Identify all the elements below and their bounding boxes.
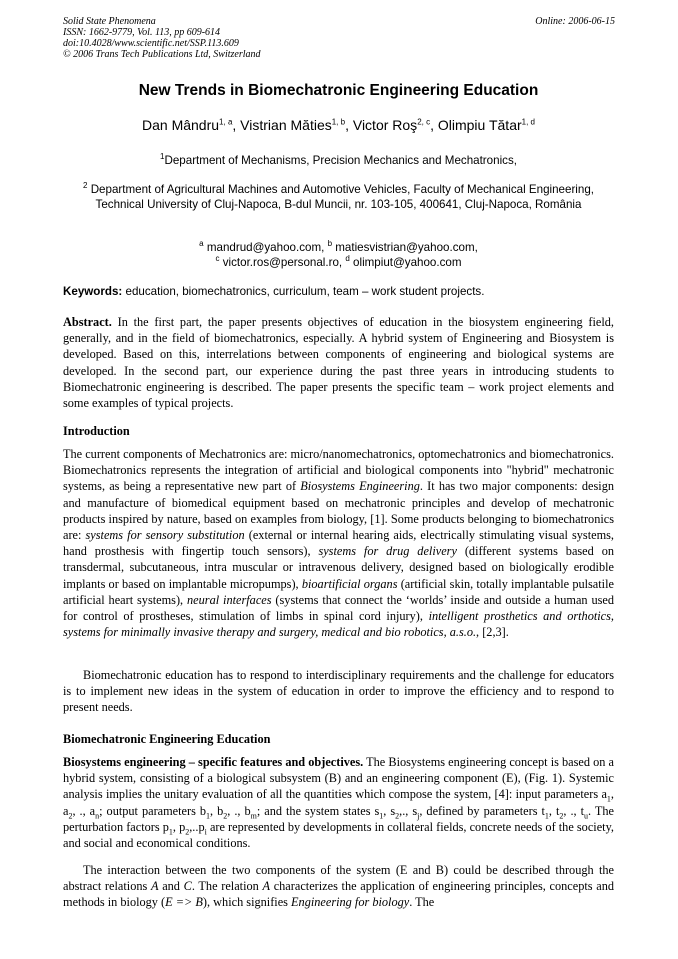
author-name: Vistrian Măties [240, 117, 332, 133]
body-text: The interaction between the two components of the system (E and B) could be described through the abstract relations [63, 863, 614, 894]
body-text: . The perturbation factors p [63, 803, 614, 834]
intro-italic: neural interfaces [187, 592, 272, 607]
body-italic: C [183, 879, 192, 894]
body-text: . The [409, 895, 435, 910]
affiliation-1 [63, 153, 614, 168]
introduction-paragraph-2: Biomechatronic education has to respond to interdisciplinary requirements and the challenge for educators is to implement new ideas in the system of education in order to improve the efficiency and to respond to present needs. [63, 668, 614, 715]
abstract [63, 314, 614, 411]
affiliation-text: Department of Agricultural Machines and Automotive Vehicles, Faculty of Mechanical Engineering, Technical University of Cluj-Napoca, B-dul Muncii, nr. 103-105, 400641, Cluj-Napoca, România [90, 183, 594, 211]
journal-name: Solid State Phenomena [63, 16, 156, 27]
issn-line: ISSN: 1662-9779, Vol. 113, pp 609-614 [63, 27, 221, 38]
intro-italic: bioartificial organs [301, 576, 398, 591]
section-heading: Biomechatronic Engineering Education [63, 732, 271, 746]
intro-text: (artificial skin, totally implantable pulsatile artificial heart systems), [63, 576, 614, 607]
online-date: Online: 2006-06-15 [535, 16, 615, 27]
introduction-paragraph-1 [63, 446, 614, 640]
affiliation-sup: 1 [160, 152, 165, 162]
email: mandrud@yahoo.com, [206, 241, 325, 254]
intro-text: (different systems based on transdermal, subcutaneous, intra muscular or intravenous delivery, designed based on biologically erodible implants or based on implantable micropumps), [63, 544, 614, 591]
abstract-label: Abstract. [63, 315, 112, 329]
email-list [63, 240, 614, 270]
keywords-text: education, biomechatronics, curriculum, team – work student projects. [125, 285, 485, 298]
intro-italic: Biosystems Engineering [300, 479, 420, 494]
intro-text: . It has two major components: design and manufacture of biomedical equipment based on mechatronic principles and develop of mechatronic products inspired by nature, based on examples from biology, [1]. Some products belonging to biomechatronics are: [63, 479, 615, 543]
intro-italic: systems for sensory substitution [85, 528, 245, 543]
email-sup: b [327, 239, 333, 249]
body-text: . The relation [191, 879, 263, 894]
author-sup: 1, d [521, 117, 535, 127]
biosystems-paragraph-2 [63, 862, 614, 911]
email: victor.ros@personal.ro, [222, 256, 343, 269]
author-name: Olimpiu Tătar [437, 117, 522, 133]
keywords [63, 284, 614, 299]
intro-italic: intelligent prosthetics and orthotics, systems for minimally invasive therapy and surgery, medical and bio robotics, a.s.o. [63, 609, 614, 640]
author-sup: 1, b [331, 117, 346, 127]
doi-line: doi:10.4028/www.scientific.net/SSP.113.609 [63, 38, 239, 49]
author-name: Victor Roş [352, 117, 418, 133]
email: matiesvistrian@yahoo.com, [335, 241, 478, 254]
body-italic: E => B [165, 895, 203, 910]
author-name: Dan Mândru [142, 117, 220, 133]
affiliation-text: Department of Mechanisms, Precision Mechanics and Mechatronics, [164, 154, 517, 167]
introduction-heading: Introduction [63, 424, 130, 438]
intro-text: The current components of Mechatronics are: micro/nanomechatronics, optomechatronics and biomechatronics. Biomechatronics represents the integration of artificial and biological components into "hybrid" mechatronic systems, as being a representative new part of [63, 447, 614, 494]
paper-title: New Trends in Biomechatronic Engineering Education [138, 82, 539, 99]
affiliation-sup: 2 [83, 181, 88, 191]
body-italic: A [150, 879, 159, 894]
subsection-label: Biosystems engineering – specific features and objectives. [63, 755, 364, 769]
intro-text: (systems that connect the ‘worlds’ inside and outside a human used for control of prostheses, stimulation of limbs in spinal cord injury), [63, 592, 615, 624]
abstract-text: In the first part, the paper presents objectives of education in the biosystem engineering field, generally, and in the field of biomechatronics, especially. A hybrid system of Engineering and Biosystem is developed. Based on this, interrelations between components of engineering and biological systems are developed. In the second part, our experience during the past three years in introducing students to Biomechatronic engineering is described. The paper presents the specific team – work project elements and some examples of typical projects. [63, 315, 614, 411]
body-text: ; and the system states s [256, 803, 380, 818]
body-text: ; output parameters b [99, 803, 207, 818]
body-text: and [158, 879, 184, 894]
author-sup: 2, c [417, 117, 431, 127]
body-text: The Biosystems engineering concept is based on a hybrid system, consisting of a biological subsystem (B) and an engineering component (E), (Fig. 1). Systemic analysis implies the unitary evaluation of all the quantities which compose the system, [4]: input parameters a [63, 755, 614, 802]
keywords-label: Keywords: [63, 285, 123, 298]
body-text: ), which signifies [202, 895, 292, 910]
body-text: are represented by developments in collateral fields, concrete needs of the society, and social and economical conditions. [63, 819, 614, 851]
email: olimpiut@yahoo.com [353, 256, 462, 269]
intro-text: (external or internal hearing aids, electrically stimulating visual systems, hand prosthesis with fingertip touch sensors), [63, 528, 614, 559]
email-sup: d [345, 254, 350, 264]
copyright-line: © 2006 Trans Tech Publications Ltd, Switzerland [63, 49, 261, 60]
body-text: , defined by parameters t [419, 803, 545, 818]
intro-text: , [2,3]. [476, 625, 509, 640]
body-text: characterizes the application of engineering principles, concepts and methods in biology ( [63, 879, 615, 910]
biosystems-paragraph-1: Biosystems engineering – specific features and objectives. The Biosystems engineering concept is based on a hybrid system, consisting of a biological subsystem (B) and an engineering component (E), (Fig. 1). Systemic analysis implies the unitary evaluation of all the quantities which compose the system, [4]: input parameters $a_1$, $a_2$, ., $a_n$; output parameters $b_1$, $b_2$, ., $b_m$; and the system states $s_1$, $s_2$,., $s_j$, defined by parameters $t_1$, $t_2$, ., $t_u$. The perturbation factors $p_1$, $p_2,..p_i$ are represented by developments in collateral fields, concrete needs of the society, and social and economical conditions. [63, 755, 614, 851]
body-italic: Engineering for biology [291, 895, 410, 910]
email-sup: a [199, 239, 204, 249]
affiliation-2 [63, 182, 614, 212]
author-sup: 1, a [219, 117, 233, 127]
intro-italic: systems for drug delivery [318, 544, 457, 559]
author-list: Dan Mândru$^{1, a}$, Vistrian Măties$^{1, b}$, Victor Roş$^{2, c}$, Olimpiu Tătar$^{1, d}$ [142, 117, 535, 133]
body-italic: A [262, 879, 270, 894]
email-sup: c [215, 254, 220, 264]
journal-header [63, 16, 261, 60]
